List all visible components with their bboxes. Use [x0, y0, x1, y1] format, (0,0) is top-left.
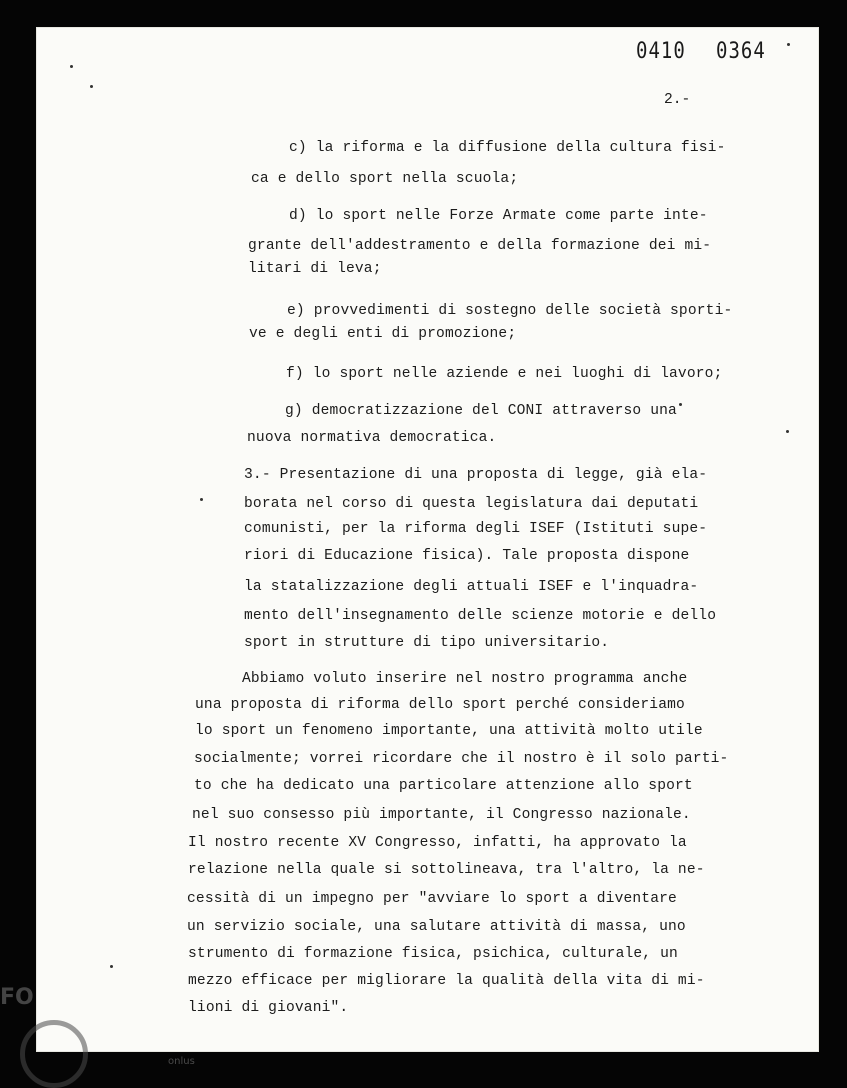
text-line: nuova normativa democratica.: [247, 430, 497, 446]
text-line: Abbiamo voluto inserire nel nostro programma anche: [242, 671, 688, 687]
text-line: litari di leva;: [248, 261, 382, 277]
scan-speck: [90, 85, 93, 88]
text-line: socialmente; vorrei ricordare che il nostro è il solo parti-: [194, 751, 729, 767]
text-line: ca e dello sport nella scuola;: [251, 171, 519, 187]
text-line: mezzo efficace per migliorare la qualità della vita di mi-: [188, 973, 705, 989]
text-line: la statalizzazione degli attuali ISEF e l'inquadra-: [244, 579, 699, 595]
scan-speck: [200, 498, 203, 501]
text-line: d) lo sport nelle Forze Armate come parte inte-: [289, 208, 708, 224]
text-line: strumento di formazione fisica, psichica, culturale, un: [188, 946, 678, 962]
scan-speck: [787, 43, 790, 46]
archive-stamp-right: 0364: [716, 38, 766, 64]
scan-speck: [110, 965, 113, 968]
watermark-caption: onlus: [168, 1056, 195, 1067]
watermark-circle: [20, 1020, 88, 1088]
scan-speck: [786, 430, 789, 433]
text-line: relazione nella quale si sottolineava, tra l'altro, la ne-: [188, 862, 705, 878]
text-line: Il nostro recente XV Congresso, infatti, ha approvato la: [188, 835, 687, 851]
text-line: nel suo consesso più importante, il Congresso nazionale.: [192, 807, 691, 823]
text-line: mento dell'insegnamento delle scienze motorie e dello: [244, 608, 717, 624]
text-line: una proposta di riforma dello sport perché consideriamo: [195, 697, 685, 713]
text-line: f) lo sport nelle aziende e nei luoghi di lavoro;: [286, 366, 723, 382]
text-line: e) provvedimenti di sostegno delle società sporti-: [287, 303, 733, 319]
text-line: borata nel corso di questa legislatura dai deputati: [244, 496, 699, 512]
text-line: un servizio sociale, una salutare attività di massa, uno: [187, 919, 686, 935]
text-line: to che ha dedicato una particolare attenzione allo sport: [194, 778, 693, 794]
text-line: g) democratizzazione del CONI attraverso una: [285, 403, 677, 419]
text-line: lo sport un fenomeno importante, una attività molto utile: [195, 723, 703, 739]
page-number: 2.-: [664, 92, 691, 108]
text-line: sport in strutture di tipo universitario.: [244, 635, 610, 651]
scan-speck: [70, 65, 73, 68]
text-line: 3.- Presentazione di una proposta di legge, già ela-: [244, 467, 708, 483]
text-line: comunisti, per la riforma degli ISEF (Istituti supe-: [244, 521, 708, 537]
text-line: lioni di giovani".: [188, 1000, 349, 1016]
watermark-logo: FO: [0, 985, 34, 1010]
text-line: cessità di un impegno per "avviare lo sport a diventare: [187, 891, 677, 907]
text-line: riori di Educazione fisica). Tale proposta dispone: [244, 548, 690, 564]
archive-stamp-left: 0410: [636, 38, 686, 64]
text-line: ve e degli enti di promozione;: [249, 326, 517, 342]
text-line: grante dell'addestramento e della formazione dei mi-: [248, 238, 712, 254]
scan-speck: [679, 403, 682, 406]
text-line: c) la riforma e la diffusione della cultura fisi-: [289, 140, 726, 156]
